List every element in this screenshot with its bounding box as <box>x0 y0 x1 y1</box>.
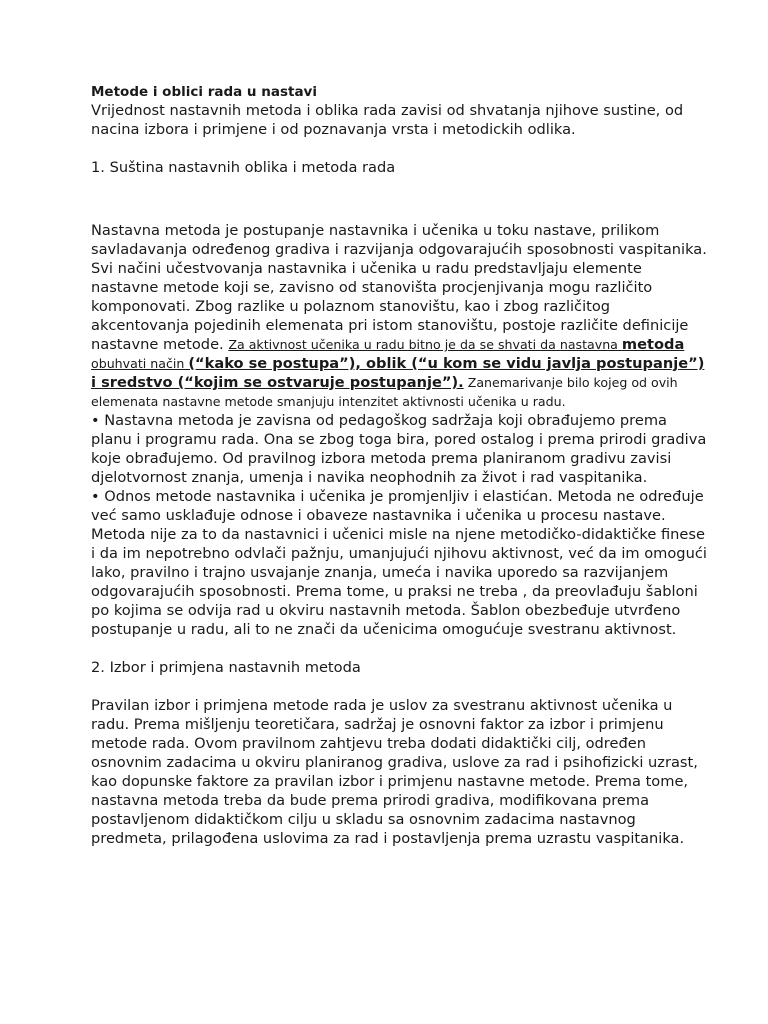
paragraph-izbor-metoda: Pravilan izbor i primjena metode rada je uslov za svestranu aktivnost učenika u radu. Prema mišljenju teoretičara, sadržaj je osnovni faktor za izbor i primjenu metode rada. Ovom pravilnom zahtjevu treba dodati didaktički cilj, određen osnovnim zadacima u okviru planiranog gradiva, uslove za rad i psihofizicki uzrast, kao dopunske faktore za pravilan izbor i primjenu nastavne metode. Prema tome, nastavna metoda treba da bude prema prirodi gradiva, modifikovana prema postavljenom didaktičkom cilju u skladu sa osnovnim zadacima nastavnog predmeta, prilagođena uslovima za rad i postavljenja prema uzrastu vaspitanika. <box>91 697 698 847</box>
spacer <box>91 639 711 658</box>
underlined-phrase: obuhvati način <box>91 356 189 371</box>
underlined-bold-term: metoda <box>621 336 685 353</box>
spacer <box>91 177 711 221</box>
document-title: Metode i oblici rada u nastavi <box>91 84 317 100</box>
paragraph-tail: Zanemarivanje bilo kojeg od ovih elemenata nastavne metode smanjuju intenzitet aktivnosti učenika u radu. <box>91 375 678 409</box>
section-1-heading: 1. Suština nastavnih oblika i metoda rada <box>91 159 396 176</box>
paragraph-text: Nastavna metoda je postupanje nastavnika i učenika u toku nastave, prilikom savladavanja određenog gradiva i razvijanja odgovarajućih sposobnosti vaspitanika. Svi načini učestvovanja nastavnika i učenika u radu predstavljaju elemente nastavne metode koji se, zavisno od stanovišta procjenjivanja mogu različito komponovati. Zbog razlike u polaznom stanovištu, kao i zbog različitog akcentovanja pojedinih elemenata pri istom stanovištu, postoje različite definicije nastavne metode. <box>91 222 707 353</box>
spacer <box>91 677 711 696</box>
spacer <box>91 139 711 158</box>
bullet-item-2: • Odnos metode nastavnika i učenika je promjenljiv i elastićan. Metoda ne određuje već samo usklađuje odnose i obaveze nastavnika i učenika u procesu nastave. Metoda nije za to da nastavnici i učenici misle na njene metodičko-didaktičke finese i da im nepotrebno odvlači pažnju, umanjujući njihovu aktivnost, već da im omogući lako, pravilno i trajno usvajanje znanja, umeća i navika uporedo sa razvijanjem odgovarajućih sposobnosti. Prema tome, u praksi ne treba , da preovlađuju šabloni po kojima se odvija rad u okviru nastavnih metoda. Šablon obezbeđuje utvrđeno postupanje u radu, ali to ne znači da učenicima omogućuje svestranu aktivnost. <box>91 488 707 638</box>
intro-paragraph: Vrijednost nastavnih metoda i oblika rada zavisi od shvatanja njihove sustine, od nacina izbora i primjene i od poznavanja vrsta i metodickih odlika. <box>91 102 684 138</box>
section-2-heading: 2. Izbor i primjena nastavnih metoda <box>91 659 361 676</box>
underlined-phrase: Za aktivnost učenika u radu bitno je da se shvati da nastavna <box>228 337 622 352</box>
document-page <box>91 84 711 848</box>
paragraph-nastavna-metoda <box>91 221 711 411</box>
underlined-bold-phrase: (“kako se postupa”), oblik (“u kom se vidu javlja postupanje”) i sredstvo (“kojim se ostvaruje postupanje”). <box>91 355 705 391</box>
bullet-item-1: • Nastavna metoda je zavisna od pedagoškog sadržaja koji obrađujemo prema planu i programu rada. Ona se zbog toga bira, pored ostalog i prema prirodi gradiva koje obrađujemo. Od pravilnog izbora metoda prema planiranom gradivu zavisi djelotvornost znanja, umenja i navika neophodnih za život i rad vaspitanika. <box>91 412 707 486</box>
